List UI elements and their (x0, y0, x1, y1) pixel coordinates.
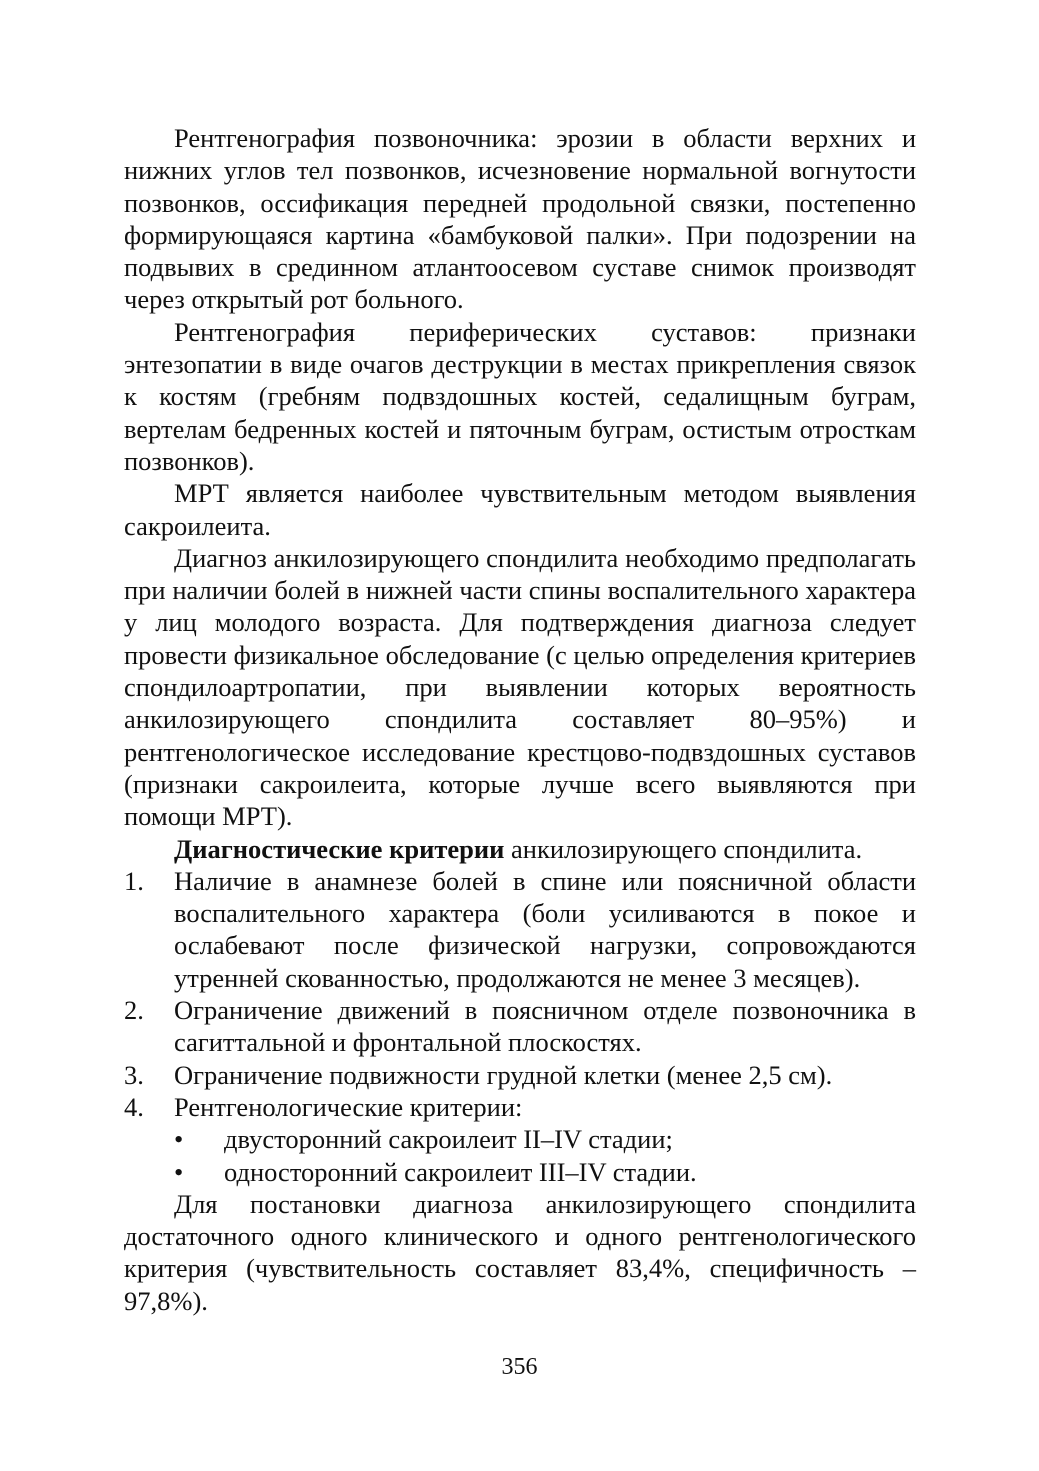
criteria-item-4 (124, 1091, 916, 1188)
page-number: 356 (501, 1354, 538, 1380)
criteria-item-3 (124, 1059, 916, 1091)
criteria-item-2 (124, 994, 916, 1059)
criteria-list (124, 865, 916, 1188)
paragraph-conclusion: Для постановки диагноза анкилозирующего спондилита достаточного одного клинического и одного рентгенологического критерия (чувствительность составляет 83,4%, специфичность – 97,8%). (124, 1188, 916, 1316)
criteria-heading-bold: Диагностические критерии (174, 833, 505, 864)
bullet-text: односторонний сакроилеит III–IV стадии. (224, 1156, 697, 1187)
bullet-text: двусторонний сакроилеит II–IV стадии; (224, 1124, 673, 1155)
bullet-icon: • (174, 1124, 184, 1155)
criteria-item-1 (124, 865, 916, 994)
criteria-item-number: 4. (124, 1091, 144, 1122)
page-body (124, 122, 916, 1317)
criteria-heading (124, 833, 916, 865)
criteria-item-text: Наличие в анамнезе болей в спине или поясничной области воспалительного характера (боли усиливаются в покое и ослабевают после физической нагрузки, сопровождаются утренней скованностью, продолжаются не менее 3 месяцев). (174, 865, 916, 993)
paragraph-mri: МРТ является наиболее чувствительным методом выявления сакроилеита. (124, 478, 916, 541)
paragraph-peripheral-xray: Рентгенография периферических суставов: признаки энтезопатии в виде очагов деструкции в местах прикрепления связок к костям (гребням подвздошных костей, седалищным буграм, вертелам бедренных костей и пяточным буграм, остистым отросткам позвонков). (124, 316, 916, 476)
criteria-item-text: Рентгенологические критерии: (174, 1091, 523, 1122)
criteria-item-number: 1. (124, 865, 144, 896)
criteria-item-number: 3. (124, 1059, 144, 1090)
paragraph-spine-xray: Рентгенография позвоночника: эрозии в области верхних и нижних углов тел позвонков, исчезновение нормальной вогнутости позвонков, оссификация передней продольной связки, постепенно формирующаяся картина «бамбуковой палки». При подозрении на подвывих в срединном атлантоосевом суставе снимок производят через открытый рот больного. (124, 123, 916, 315)
bullet-icon: • (174, 1156, 184, 1187)
criteria-item-text: Ограничение подвижности грудной клетки (менее 2,5 см). (174, 1059, 833, 1090)
criteria-item-text: Ограничение движений в поясничном отделе позвоночника в сагиттальной и фронтальной плоскостях. (174, 995, 916, 1058)
radiologic-criteria-list (174, 1123, 916, 1188)
bullet-item-unilateral (174, 1156, 916, 1188)
criteria-heading-rest: анкилозирующего спондилита. (504, 833, 863, 864)
paragraph-diagnosis: Диагноз анкилозирующего спондилита необходимо предполагать при наличии болей в нижней части спины воспалительного характера у лиц молодого возраста. Для подтверждения диагноза следует провести физикальное обследование (с целью определения критериев спондилоартропатии, при выявлении которых вероятность анкилозирующего спондилита составляет 80–95%) и рентгенологическое исследование крестцово-подвздошных суставов (признаки сакроилеита, которые лучше всего выявляются при помощи МРТ). (124, 542, 916, 832)
criteria-item-number: 2. (124, 995, 144, 1026)
bullet-item-bilateral (174, 1123, 916, 1155)
